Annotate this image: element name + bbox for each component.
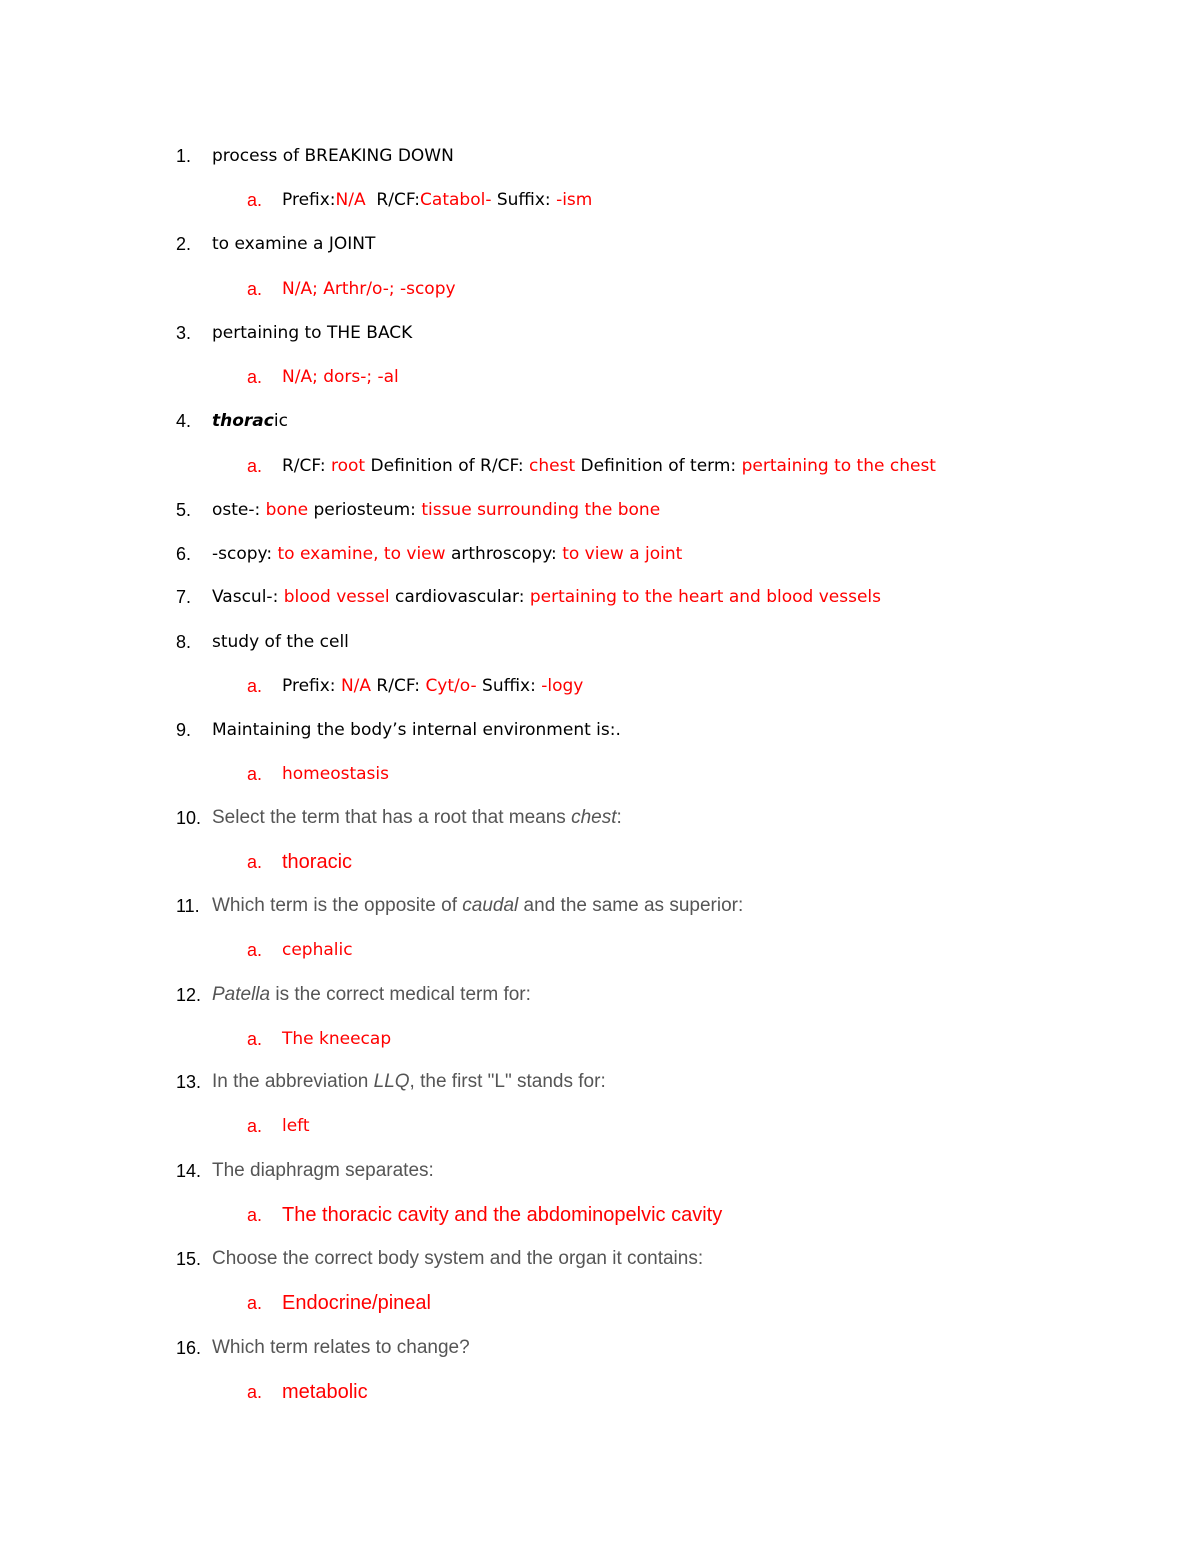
answer-letter: a.	[247, 190, 263, 210]
rcf-value: Cyt/o-	[425, 676, 477, 696]
question-number: 14.	[176, 1161, 202, 1181]
term-meaning: bone	[265, 500, 309, 520]
question-number: 15.	[176, 1249, 202, 1269]
suffix-value: -ism	[556, 190, 593, 210]
question-emphasis: LLQ	[373, 1071, 410, 1092]
term: -scopy:	[212, 544, 273, 564]
question-number: 6.	[176, 544, 192, 564]
example-term: periosteum:	[313, 500, 416, 520]
question-text: The diaphragm separates:	[212, 1160, 434, 1181]
rcf-label: R/CF:	[376, 190, 421, 210]
question-number: 1.	[176, 146, 192, 166]
question-number: 3.	[176, 323, 192, 343]
answer-letter: a.	[247, 367, 263, 387]
answer-letter: a.	[247, 1382, 263, 1402]
example-term: cardiovascular:	[395, 587, 525, 607]
prefix-label: Prefix:	[282, 190, 336, 210]
question-after: is the correct medical term for:	[270, 984, 531, 1005]
term-meaning: blood vessel	[283, 587, 390, 607]
answer-text: N/A; Arthr/o-; -scopy	[282, 279, 456, 299]
answer-letter: a.	[247, 279, 263, 299]
answer-text	[282, 185, 592, 215]
question-text: Maintaining the body’s internal environment is:.	[212, 720, 621, 740]
question-emphasis: thorac	[212, 411, 274, 431]
term-line	[212, 582, 881, 612]
answer-text: left	[282, 1116, 310, 1136]
question-text: Choose the correct body system and the organ it contains:	[212, 1248, 704, 1269]
answer-text: metabolic	[282, 1381, 368, 1403]
question-number: 16.	[176, 1338, 202, 1358]
suffix-label: Suffix:	[482, 676, 536, 696]
question-number: 12.	[176, 985, 202, 1005]
question-text	[212, 803, 622, 833]
question-text: pertaining to THE BACK	[212, 323, 413, 343]
answer-letter: a.	[247, 764, 263, 784]
answer-letter: a.	[247, 1205, 263, 1225]
question-emphasis: Patella	[212, 984, 271, 1005]
answer-letter: a.	[247, 1293, 263, 1313]
answer-letter: a.	[247, 676, 263, 696]
answer-text: thoracic	[282, 851, 353, 873]
question-emphasis: caudal	[462, 895, 519, 916]
question-number: 2.	[176, 234, 192, 254]
answer-letter: a.	[247, 1029, 263, 1049]
question-number: 5.	[176, 500, 192, 520]
question-number: 8.	[176, 632, 192, 652]
answer-text	[282, 451, 936, 481]
prefix-value: N/A	[340, 676, 372, 696]
answer-text: homeostasis	[282, 764, 389, 784]
term: oste-:	[212, 500, 261, 520]
question-rest: ic	[273, 411, 288, 431]
question-before: In the abbreviation	[212, 1071, 374, 1092]
answer-text: cephalic	[282, 940, 353, 960]
question-before: Select the term that has a root that means	[212, 807, 572, 828]
term-line	[212, 495, 660, 525]
question-number: 13.	[176, 1072, 202, 1092]
question-text: study of the cell	[212, 632, 349, 652]
example-meaning: tissue surrounding the bone	[421, 500, 661, 520]
answer-letter: a.	[247, 456, 263, 476]
def-rcf-label: Definition of R/CF:	[370, 456, 524, 476]
question-text: to examine a JOINT	[212, 234, 376, 254]
example-term: arthroscopy:	[450, 544, 557, 564]
question-after: :	[616, 807, 622, 828]
suffix-value: -logy	[541, 676, 584, 696]
question-text	[212, 891, 743, 921]
rcf-value: Catabol-	[420, 190, 492, 210]
question-text	[212, 1067, 606, 1097]
question-number: 4.	[176, 411, 192, 431]
term: Vascul-:	[212, 587, 279, 607]
answer-letter: a.	[247, 940, 263, 960]
question-text: process of BREAKING DOWN	[212, 146, 454, 166]
question-before: Which term is the opposite of	[212, 895, 463, 916]
term-meaning: to examine, to view	[277, 544, 446, 564]
question-text: Which term relates to change?	[212, 1337, 470, 1358]
term-line	[212, 539, 682, 569]
def-term-value: pertaining to the chest	[741, 456, 936, 476]
def-rcf-value: chest	[529, 456, 576, 476]
prefix-label: Prefix:	[282, 676, 336, 696]
question-number: 7.	[176, 587, 192, 607]
def-term-label: Definition of term:	[580, 456, 737, 476]
question-number: 10.	[176, 808, 202, 828]
question-after: , the first "L" stands for:	[409, 1071, 606, 1092]
answer-text: N/A; dors-; -al	[282, 367, 399, 387]
example-meaning: to view a joint	[562, 544, 683, 564]
suffix-label: Suffix:	[496, 190, 551, 210]
question-text	[212, 406, 288, 436]
answer-text: The thoracic cavity and the abdominopelvic cavity	[282, 1204, 723, 1226]
answer-letter: a.	[247, 1116, 263, 1136]
answer-text	[282, 671, 583, 701]
answer-text: Endocrine/pineal	[282, 1292, 431, 1314]
example-meaning: pertaining to the heart and blood vessels	[529, 587, 882, 607]
answer-text: The kneecap	[282, 1029, 392, 1049]
question-number: 9.	[176, 720, 192, 740]
question-after: and the same as superior:	[518, 895, 744, 916]
answer-letter: a.	[247, 852, 263, 872]
rcf-label: R/CF:	[376, 676, 421, 696]
rcf-value: root	[331, 456, 366, 476]
prefix-value: N/A	[335, 190, 366, 210]
question-text	[212, 980, 531, 1010]
rcf-label: R/CF:	[282, 456, 326, 476]
question-number: 11.	[176, 896, 200, 916]
question-emphasis: chest	[571, 807, 617, 828]
